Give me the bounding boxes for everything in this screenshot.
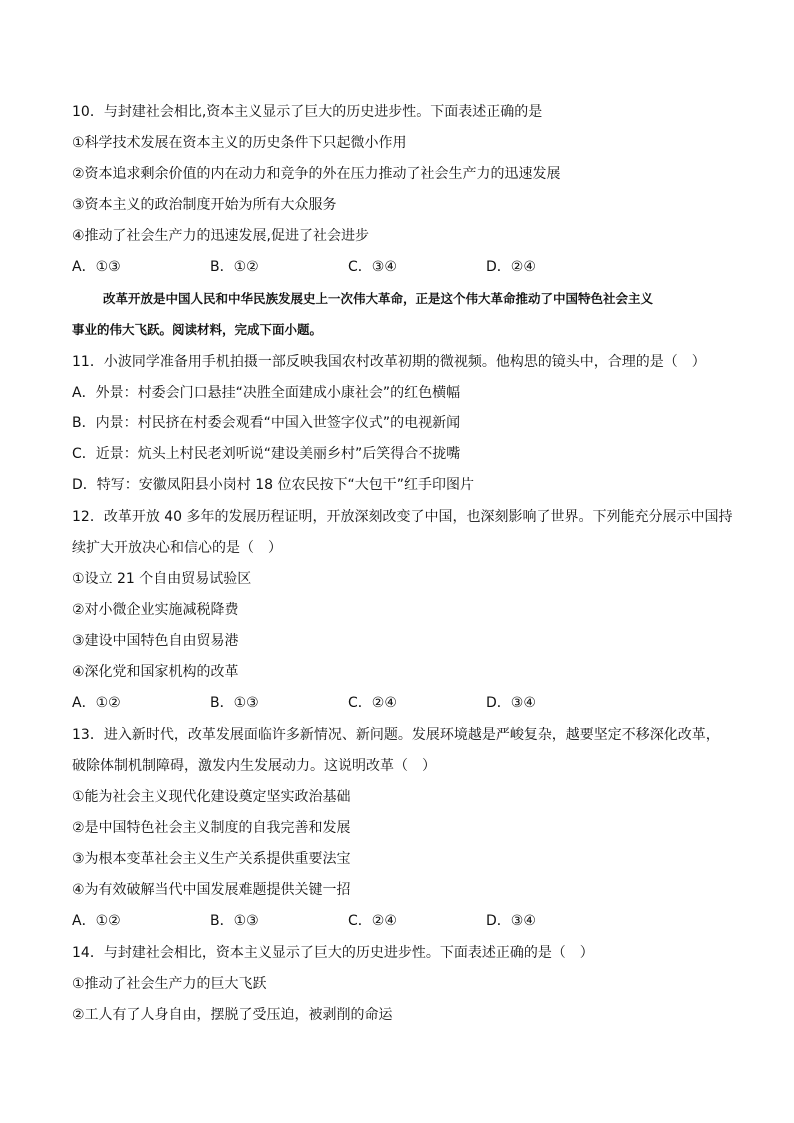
q12-options [72, 693, 632, 713]
q13-option-c: C．②④ [348, 913, 397, 929]
q13-item-4: ④为有效破解当代中国发展难题提供关键一招 [72, 882, 351, 898]
q12-stem-line-1: 12．改革开放 40 多年的发展历程证明，开放深刻改变了中国，也深刻影响了世界。下列能充分展示中国持 [72, 509, 733, 525]
q12-item-4: ④深化党和国家机构的改革 [72, 664, 239, 680]
q14-item-2: ②工人有了人身自由，摆脱了受压迫，被剥削的命运 [72, 1007, 393, 1023]
q11-stem: 11．小波同学准备用手机拍摄一部反映我国农村改革初期的微视频。他构思的镜头中，合理的是（ ） [72, 354, 706, 370]
q13-option-b: B．①③ [210, 913, 259, 929]
q13-item-2: ②是中国特色社会主义制度的自我完善和发展 [72, 820, 351, 836]
q13-option-a: A．①② [72, 913, 121, 929]
q12-stem-line-2: 续扩大开放决心和信心的是（ ） [72, 540, 282, 556]
q11-option-b: B．内景：村民挤在村委会观看“中国入世签字仪式”的电视新闻 [72, 415, 461, 431]
q10-option-c: C．③④ [348, 259, 397, 275]
q10-stem: 10．与封建社会相比,资本主义显示了巨大的历史进步性。下面表述正确的是 [72, 104, 543, 120]
q12-option-c: C．②④ [348, 695, 397, 711]
q12-item-2: ②对小微企业实施减税降费 [72, 602, 239, 618]
q12-item-3: ③建设中国特色自由贸易港 [72, 633, 239, 649]
q11-option-d: D．特写：安徽凤阳县小岗村 18 位农民按下“大包干”红手印图片 [72, 477, 474, 493]
q12-option-a: A．①② [72, 695, 121, 711]
q13-item-3: ③为根本变革社会主义生产关系提供重要法宝 [72, 851, 351, 867]
q13-item-1: ①能为社会主义现代化建设奠定坚实政治基础 [72, 789, 351, 805]
q10-item-4: ④推动了社会生产力的迅速发展,促进了社会进步 [72, 228, 369, 244]
q12-option-d: D．③④ [486, 695, 536, 711]
q13-options [72, 911, 632, 931]
q10-option-a: A．①③ [72, 259, 121, 275]
material-intro-line-2: 事业的伟大飞跃。阅读材料，完成下面小题。 [72, 322, 323, 337]
q14-stem: 14．与封建社会相比，资本主义显示了巨大的历史进步性。下面表述正确的是（ ） [72, 945, 594, 961]
q12-option-b: B．①③ [210, 695, 259, 711]
q11-option-a: A．外景：村委会门口悬挂“决胜全面建成小康社会”的红色横幅 [72, 385, 461, 401]
q10-options [72, 257, 632, 277]
q10-item-1: ①科学技术发展在资本主义的历史条件下只起微小作用 [72, 135, 407, 151]
q11-option-c: C．近景：炕头上村民老刘听说“建设美丽乡村”后笑得合不拢嘴 [72, 446, 461, 462]
q10-option-d: D．②④ [486, 259, 536, 275]
q13-option-d: D．③④ [486, 913, 536, 929]
q10-item-2: ②资本追求剩余价值的内在动力和竞争的外在压力推动了社会生产力的迅速发展 [72, 166, 561, 182]
q14-item-1: ①推动了社会生产力的巨大飞跃 [72, 976, 267, 992]
q13-stem-line-1: 13．进入新时代，改革发展面临许多新情况、新问题。发展环境越是严峻复杂，越要坚定不移深化改革， [72, 727, 720, 743]
q12-item-1: ①设立 21 个自由贸易试验区 [72, 571, 252, 587]
q13-stem-line-2: 破除体制机制障碍，激发内生发展动力。这说明改革（ ） [72, 758, 436, 774]
q10-option-b: B．①② [210, 259, 259, 275]
material-intro-line-1: 改革开放是中国人民和中华民族发展史上一次伟大革命，正是这个伟大革命推动了中国特色社会主义 [103, 291, 654, 306]
q10-item-3: ③资本主义的政治制度开始为所有大众服务 [72, 197, 337, 213]
